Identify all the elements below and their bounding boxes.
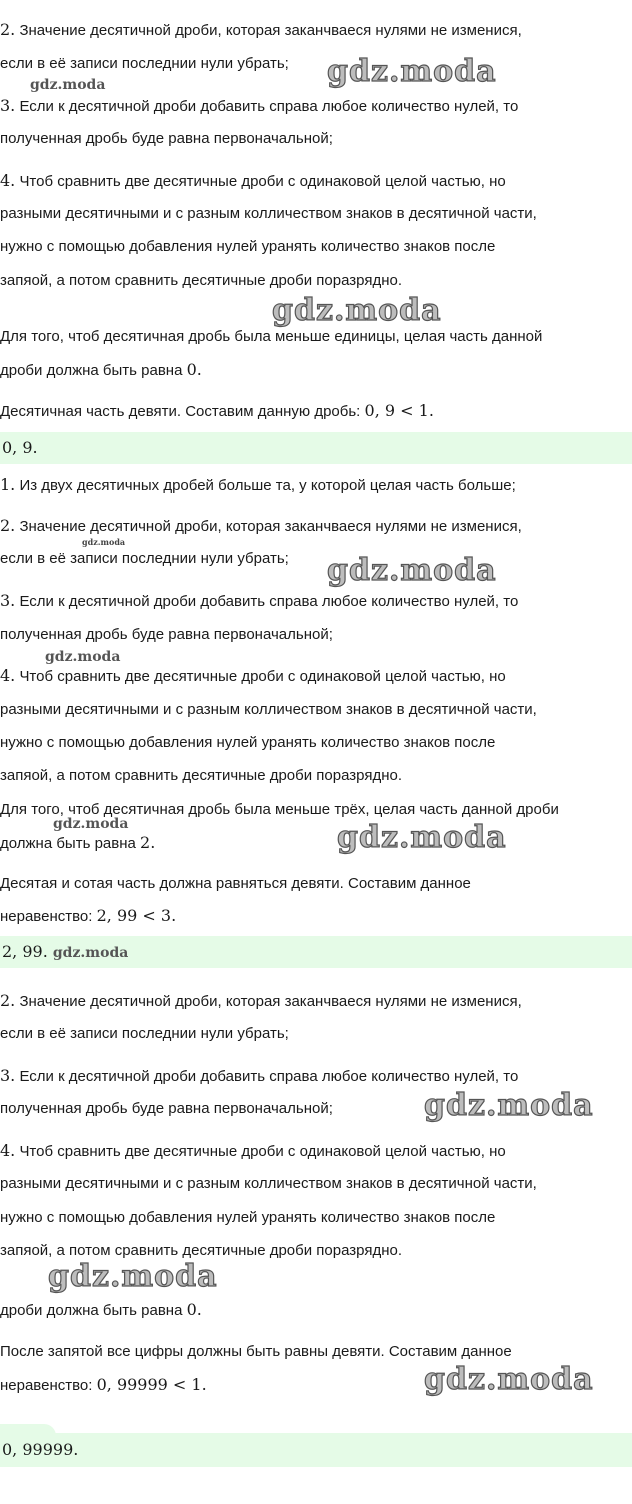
watermark: gdz.moda <box>48 1259 218 1294</box>
rule-3-line-2: полученная дробь буде равна первоначальной; <box>0 1100 333 1117</box>
inequality: 0, 99999 < 1. <box>96 1375 207 1394</box>
rule-number: 4. <box>0 1141 16 1160</box>
rule-text: Значение десятичной дроби, которая заканчваеся нулями не изменися, <box>19 993 522 1010</box>
reasoning-text: дроби должна быть равна <box>0 1302 183 1319</box>
rule-4-line-3: нужно с помощью добавления нулей уранять количество знаков после <box>0 1209 496 1226</box>
watermark: gdz.moda <box>53 816 129 832</box>
reasoning-line-2 <box>0 833 155 854</box>
reasoning-text: Десятичная часть девяти. Составим данную дробь: <box>0 403 361 420</box>
reasoning-text: должна быть равна <box>0 835 136 852</box>
rule-2-line-1 <box>0 516 522 537</box>
rule-4-line-4: запяой, а потом сравнить десятичные дроби поразрядно. <box>0 272 402 289</box>
rule-3-line-1 <box>0 591 518 612</box>
rule-4-line-1 <box>0 171 506 192</box>
watermark: gdz.moda <box>52 945 129 961</box>
reasoning-line-3: После запятой все цифры должны быть равны девяти. Составим данное <box>0 1343 512 1360</box>
answer-value: 2, 99. <box>2 942 48 961</box>
math-value: 2. <box>140 833 156 852</box>
rule-3-line-1 <box>0 1066 518 1087</box>
rule-text: Из двух десятичных дробей больше та, у которой целая часть больше; <box>19 477 516 494</box>
rule-4-line-1 <box>0 666 506 687</box>
rule-text: Значение десятичной дроби, которая заканчваеся нулями не изменися, <box>19 518 522 535</box>
rule-3-line-2: полученная дробь буде равна первоначальной; <box>0 130 333 147</box>
rule-number: 3. <box>0 1066 16 1085</box>
reasoning-line-4 <box>0 906 176 927</box>
watermark: gdz.moda <box>337 820 507 855</box>
rule-number: 4. <box>0 171 16 190</box>
rule-2-line-2: если в её записи последнии нули убрать; <box>0 550 289 567</box>
rule-number: 3. <box>0 591 16 610</box>
watermark: gdz.moda <box>424 1088 594 1123</box>
rule-2-line-1 <box>0 991 522 1012</box>
reasoning-line-1: Для того, чтоб десятичная дробь была меньше трёх, целая часть данной дроби <box>0 801 559 818</box>
watermark: gdz.moda <box>45 649 121 665</box>
reasoning-line-1: Для того, чтоб десятичная дробь была меньше единицы, целая часть данной <box>0 328 543 345</box>
rule-1-line-1 <box>0 475 516 496</box>
reasoning-text: неравенство: <box>0 908 93 925</box>
math-value: 0. <box>186 1300 202 1319</box>
rule-4-line-3: нужно с помощью добавления нулей уранять количество знаков после <box>0 734 496 751</box>
reasoning-line-3 <box>0 401 434 422</box>
rule-text: Если к десятичной дроби добавить справа любое количество нулей, то <box>19 98 519 115</box>
reasoning-line-4 <box>0 1375 207 1396</box>
rule-4-line-4: запяой, а потом сравнить десятичные дроби поразрядно. <box>0 1242 402 1259</box>
watermark: gdz.moda <box>82 537 126 547</box>
rule-text: Значение десятичной дроби, которая заканчваеся нулями не изменися, <box>19 22 522 39</box>
rule-number: 1. <box>0 475 16 494</box>
reasoning-line-3: Десятая и сотая часть должна равняться девяти. Составим данное <box>0 875 471 892</box>
rule-4-line-2: разными десятичными и с разным колличеством знаков в десятичной части, <box>0 701 537 718</box>
rule-number: 3. <box>0 96 16 115</box>
rule-text: Чтоб сравнить две десятичные дроби с одинаковой целой частью, но <box>19 1143 506 1160</box>
rule-4-line-3: нужно с помощью добавления нулей уранять количество знаков после <box>0 238 496 255</box>
rule-3-line-2: полученная дробь буде равна первоначальной; <box>0 626 333 643</box>
math-value: 0. <box>186 360 202 379</box>
rule-4-line-2: разными десятичными и с разным колличеством знаков в десятичной части, <box>0 205 537 222</box>
rule-2-line-2: если в её записи последнии нули убрать; <box>0 1025 289 1042</box>
answer-box <box>0 936 632 968</box>
reasoning-line-2 <box>0 1300 202 1321</box>
rule-text: Чтоб сравнить две десятичные дроби с одинаковой целой частью, но <box>19 173 506 190</box>
watermark: gdz.moda <box>424 1362 594 1397</box>
rule-2-line-2: если в её записи последнии нули убрать; <box>0 55 289 72</box>
rule-text: Если к десятичной дроби добавить справа любое количество нулей, то <box>19 1068 519 1085</box>
reasoning-text: дроби должна быть равна <box>0 362 183 379</box>
rule-number: 4. <box>0 666 16 685</box>
watermark: gdz.moda <box>327 553 497 588</box>
reasoning-text: неравенство: <box>0 1377 93 1394</box>
rule-2-line-1 <box>0 20 522 41</box>
rule-3-line-1 <box>0 96 518 117</box>
rule-4-line-4: запяой, а потом сравнить десятичные дроби поразрядно. <box>0 767 402 784</box>
rule-number: 2. <box>0 20 16 39</box>
answer-box: 0, 99999. <box>0 1433 632 1467</box>
watermark: gdz.moda <box>272 293 442 328</box>
reasoning-line-2 <box>0 360 202 381</box>
rule-4-line-1 <box>0 1141 506 1162</box>
watermark: gdz.moda <box>327 54 497 89</box>
rule-4-line-2: разными десятичными и с разным колличеством знаков в десятичной части, <box>0 1175 537 1192</box>
rule-text: Если к десятичной дроби добавить справа любое количество нулей, то <box>19 593 519 610</box>
rule-number: 2. <box>0 991 16 1010</box>
inequality: 0, 9 < 1. <box>364 401 434 420</box>
inequality: 2, 99 < 3. <box>96 906 177 925</box>
rule-number: 2. <box>0 516 16 535</box>
answer-box: 0, 9. <box>0 432 632 464</box>
rule-text: Чтоб сравнить две десятичные дроби с одинаковой целой частью, но <box>19 668 506 685</box>
watermark: gdz.moda <box>30 77 106 93</box>
